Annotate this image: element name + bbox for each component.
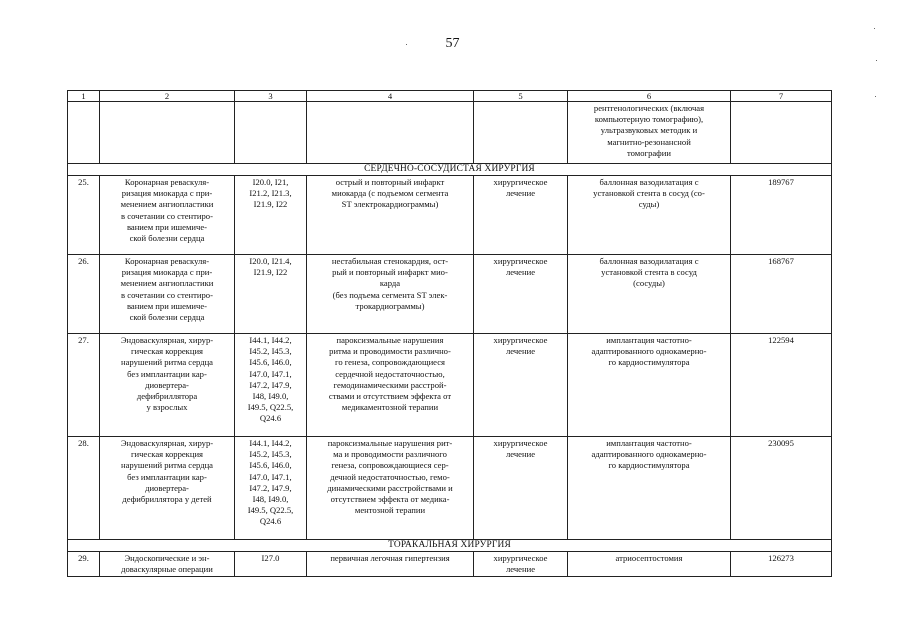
cost-cell: 126273 <box>731 552 832 577</box>
icd-codes-cell: I20.0, I21.4, I21.9, I22 <box>235 255 307 334</box>
method-cell: рентгенологических (включая компьютерную томографию), ультразвуковых методик и магнитно-резонансной томографии <box>568 102 731 164</box>
patient-model-cell: нестабильная стенокардия, ост- рый и повторный инфаркт мио- карда (без подъема сегмента ST элек- трокардиограммы) <box>307 255 474 334</box>
column-number: 4 <box>307 91 474 102</box>
treatment-type-cell: хирургическое лечение <box>474 176 568 255</box>
table-cell <box>100 102 235 164</box>
patient-model-cell: пароксизмальные нарушения ритма и проводимости различно- го генеза, сопровождающиеся сердечной недостаточностью, гемодинамическими расстрой- ствами и отсутствием эффекта от медикаментозной терапии <box>307 334 474 437</box>
row-number-cell: 28. <box>68 437 100 540</box>
care-name-cell: Эндоваскулярная, хирур- гическая коррекция нарушений ритма сердца без имплантации кар- диовертера- дефибриллятора у детей <box>100 437 235 540</box>
icd-codes-cell: I27.0 <box>235 552 307 577</box>
patient-model-cell: первичная легочная гипертензия <box>307 552 474 577</box>
medical-care-table <box>67 90 832 577</box>
column-number: 1 <box>68 91 100 102</box>
icd-codes-cell: I44.1, I44.2, I45.2, I45.3, I45.6, I46.0, I47.0, I47.1, I47.2, I47.9, I48, I49.0, I49.5, Q22.5, Q24.6 <box>235 334 307 437</box>
treatment-type-cell: хирургическое лечение <box>474 255 568 334</box>
section-title-thoracic: ТОРАКАЛЬНАЯ ХИРУРГИЯ <box>68 540 832 552</box>
care-name-cell: Эндоскопические и эн- доваскулярные операции <box>100 552 235 577</box>
continuation-row <box>68 102 832 164</box>
table-cell <box>474 102 568 164</box>
method-cell: баллонная вазодилатация с установкой стента в сосуд (со- суды) <box>568 176 731 255</box>
row-number-cell: 27. <box>68 334 100 437</box>
method-cell: атриосептостомия <box>568 552 731 577</box>
care-name-cell: Коронарная реваскуля- ризация миокарда с при- менением ангиопластики в сочетании со стентиро- ванием при ишемиче- ской болезни сердца <box>100 255 235 334</box>
treatment-type-cell: хирургическое лечение <box>474 334 568 437</box>
section-header-row <box>68 164 832 176</box>
section-header-row <box>68 540 832 552</box>
column-number: 5 <box>474 91 568 102</box>
method-cell: баллонная вазодилатация с установкой стента в сосуд (сосуды) <box>568 255 731 334</box>
table-cell <box>307 102 474 164</box>
scan-speck <box>874 28 875 29</box>
page-number: 57 <box>445 36 460 51</box>
table-row <box>68 334 832 437</box>
icd-codes-cell: I20.0, I21, I21.2, I21.3, I21.9, I22 <box>235 176 307 255</box>
row-number-cell: 26. <box>68 255 100 334</box>
icd-codes-cell: I44.1, I44.2, I45.2, I45.3, I45.6, I46.0, I47.0, I47.1, I47.2, I47.9, I48, I49.0, I49.5, Q22.5, Q24.6 <box>235 437 307 540</box>
row-number-cell: 25. <box>68 176 100 255</box>
cost-cell: 122594 <box>731 334 832 437</box>
cost-cell: 189767 <box>731 176 832 255</box>
scan-speck <box>875 96 876 97</box>
section-title-cardio: СЕРДЕЧНО-СОСУДИСТАЯ ХИРУРГИЯ <box>68 164 832 176</box>
cost-cell: 230095 <box>731 437 832 540</box>
care-name-cell: Коронарная реваскуля- ризация миокарда с при- менением ангиопластики в сочетании со стентиро- ванием при ишемиче- ской болезни сердца <box>100 176 235 255</box>
care-name-cell: Эндоваскулярная, хирур- гическая коррекция нарушений ритма сердца без имплантации кар- диовертера- дефибриллятора у взрослых <box>100 334 235 437</box>
column-number: 2 <box>100 91 235 102</box>
method-cell: имплантация частотно- адаптированного однокамерно- го кардиостимулятора <box>568 334 731 437</box>
column-number-row <box>68 91 832 102</box>
treatment-type-cell: хирургическое лечение <box>474 552 568 577</box>
row-number-cell: 29. <box>68 552 100 577</box>
table-cell <box>731 102 832 164</box>
cost-cell: 168767 <box>731 255 832 334</box>
treatment-type-cell: хирургическое лечение <box>474 437 568 540</box>
table-cell <box>68 102 100 164</box>
column-number: 6 <box>568 91 731 102</box>
patient-model-cell: острый и повторный инфаркт миокарда (с подъемом сегмента ST электрокардиограммы) <box>307 176 474 255</box>
column-number: 7 <box>731 91 832 102</box>
table-row <box>68 552 832 577</box>
table-row <box>68 437 832 540</box>
method-cell: имплантация частотно- адаптированного однокамерно- го кардиостимулятора <box>568 437 731 540</box>
scan-speck <box>876 60 877 61</box>
scan-speck <box>406 44 407 45</box>
patient-model-cell: пароксизмальные нарушения рит- ма и проводимости различного генеза, сопровождающиеся сер- дечной недостаточностью, гемо- динамическими расстройствами и отсутствием эффекта от медика- ментозной терапии <box>307 437 474 540</box>
column-number: 3 <box>235 91 307 102</box>
table-cell <box>235 102 307 164</box>
table-row <box>68 176 832 255</box>
table-row <box>68 255 832 334</box>
